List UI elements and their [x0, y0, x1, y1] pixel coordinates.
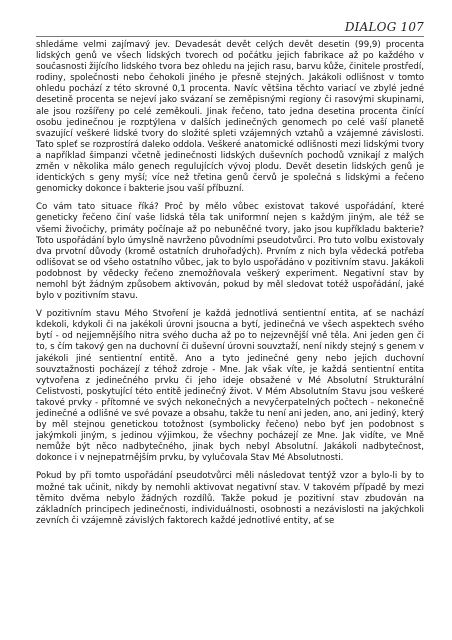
paragraph-3: V pozitivním stavu Mého Stvoření je každá jednotlivá sentientní entita, ať se nachází kdekoli, kdykoli či na jakékoli úrovni jsoucna a bytí, jedinečná ve všech aspektech svého bytí - od nejjemnějšího nitra svého ducha až po to nejzevnější vně těla. Ani jeden gen či to, s čím takový gen na duchovní či duševní úrovni souvztaží, není nikdy stejný s genem v jakékoli jiné sentientní entitě. Ano a tyto jedinečné geny nebo jejich duchovní souvztažnosti pocházejí z téhož zdroje - Mne. Jak však víte, je každá sentientní entita vytvořena z jedinečného prvku či jeho ideje obsažené v Mé Absolutní Strukturální Celistvosti, poskytující této entitě jedinečný život. V Mém Absolutním Stavu jsou veškeré takové prvky - přítomné ve svých nekonečných a nevyčerpatelných počtech - nekonečně jedinečné a odlišné ve své povaze a obsahu, takže tu není ani jeden, ano, ani jediný, který by měl stejnou genetickou totožnost (symbolicky řečeno) nebo byť jen podobnost s jakýmkoli jiným, s jedinou výjimkou, že všechny pocházejí ze Mne. Jak vidíte, ve Mně nemůže být něco nadbytečného, jinak bych nebyl Absolutní. Jakákoli nadbytečnost, dokonce i v nejnepatrnějším prvku, by vylučovala Stav Mé Absolutnosti.: [36, 309, 424, 464]
paragraph-2: Co vám tato situace říká? Proč by mělo vůbec existovat takové uspořádání, které geneticky řečeno činí vaše lidská těla tak uniformní nejen s každým jiným, ale též se všemi živočichy, primáty počínaje až po nebuněčné tvory, jako jsou kupříkladu bakterie? Toto uspořádání bylo úmyslně navrženo původními pseudotvůrci. Pro tuto volbu existovaly dva prvotní důvody (kromě ostatních druhořadých). Prvním z nich byla vědecká potřeba odlišovat se od všeho ostatního vůbec, jak to bylo uspořádáno v pozitivním stavu. Jakákoli podobnost by vědecky řečeno znemožňovala veškerý experiment. Negativní stav by nemohl být žádným způsobem aktivován, pokud by měl sledovat totéž uspořádání, jaké bylo v pozitivním stavu.: [36, 202, 424, 302]
paragraph-1: shledáme velmi zajímavý jev. Devadesát devět celých devět desetin (99,9) procenta lidských genů ve všech lidských tvorech od počátku jejich fabrikace až po každého v současnosti žijícího lidského tvora bez ohledu na jejich rasu, barvu kůže, činitele prostředí, rodiny, společnosti nebo čehokoli jiného je přesně stejných. Jakákoli odlišnost v tomto ohledu pochází z této skrovné 0,1 procenta. Navíc většina těchto variací ve zbylé jedné desetině procenta se nejeví jako svázaní se zeměpisnými regiony či rasovými skupinami, ale jsou rozšířeny po celé zeměkouli. Jinak řečeno, tato jedna desetina procenta činící osobu jedinečnou je rozptýlena v dalších jedinečných genomech po celé vaší planetě svazující veškeré lidské tvory do složité spleti vzájemných vztahů a vzájemné závislosti. Tato spleť se rozprostírá daleko oddolа. Veškeré anatomické odlišnosti mezi lidskými tvory a například šimpanzi včetně jedinečnosti lidských duševních pochodů vznikají z malých změn v několika málo genech regulujících vývoj plodu. Devět desetin lidských genů je identických s geny myší; více než třetina genů červů je společná s lidskými a řečeno genomicky dokonce i bakterie jsou vaší příbuzní.: [36, 40, 424, 195]
paragraph-4: Pokud by při tomto uspořádání pseudotvůrci měli následovat tentýž vzor a bylo-li by to možné tak učinit, nikdy by nemohli aktivovat negativní stav. V takovém případě by mezi těmito dvěma nebylo žádných rozdílů. Takže pokud je pozitivní stav zbudován na základních principech jedinečnosti, individuálnosti, osobnosti a nezávislosti na jakýchkoli zevních či vzájemně závislých faktorech každé jednotlivé entity, ať se: [36, 471, 424, 526]
body-text: [36, 40, 424, 527]
page-header: [36, 20, 424, 37]
running-header-title: DIALOG 107: [344, 20, 424, 34]
document-page: [36, 20, 424, 534]
